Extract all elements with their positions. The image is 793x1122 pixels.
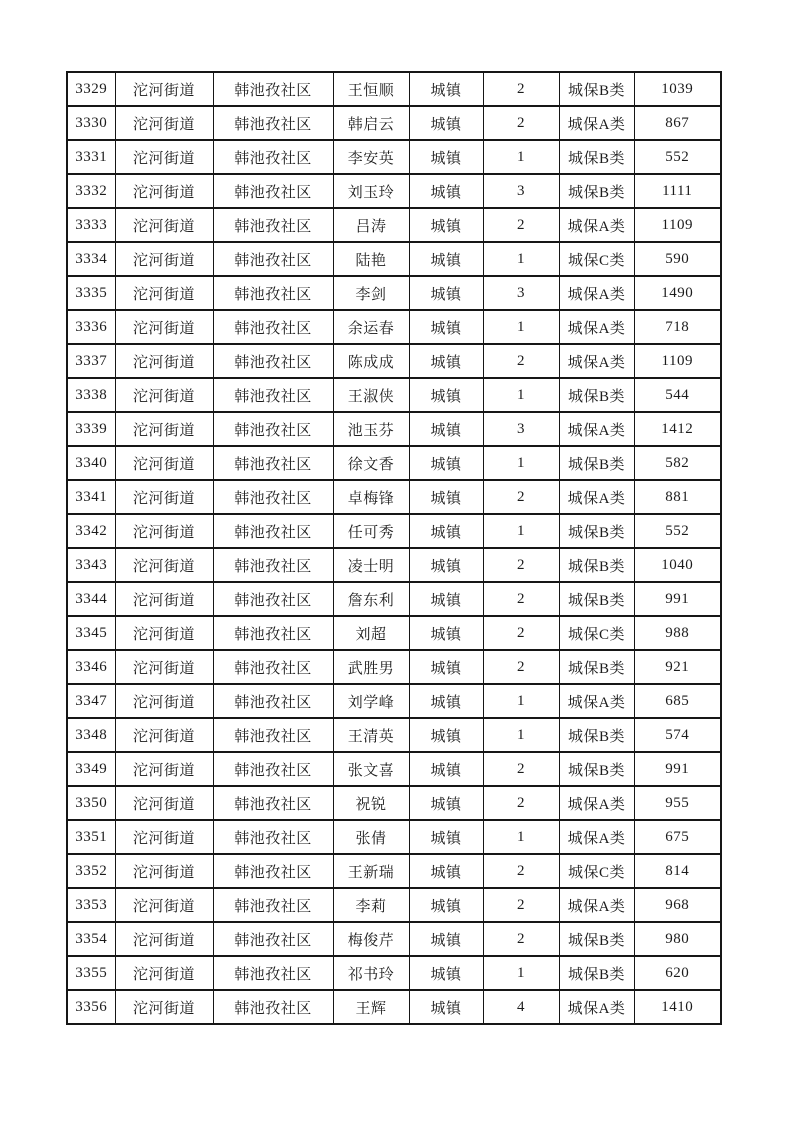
cell-community: 韩池孜社区 (213, 106, 333, 140)
cell-amount: 1111 (634, 174, 721, 208)
cell-amount: 544 (634, 378, 721, 412)
cell-person-name: 陆艳 (333, 242, 409, 276)
cell-residence-type: 城镇 (409, 990, 483, 1024)
cell-amount: 590 (634, 242, 721, 276)
cell-community: 韩池孜社区 (213, 922, 333, 956)
cell-residence-type: 城镇 (409, 650, 483, 684)
cell-serial-number: 3353 (67, 888, 115, 922)
cell-person-count: 2 (483, 72, 559, 106)
cell-serial-number: 3347 (67, 684, 115, 718)
cell-person-count: 1 (483, 956, 559, 990)
cell-residence-type: 城镇 (409, 446, 483, 480)
cell-community: 韩池孜社区 (213, 888, 333, 922)
cell-residence-type: 城镇 (409, 480, 483, 514)
cell-serial-number: 3343 (67, 548, 115, 582)
cell-residence-type: 城镇 (409, 548, 483, 582)
table-row (67, 174, 721, 208)
table-row (67, 786, 721, 820)
cell-person-name: 梅俊芹 (333, 922, 409, 956)
cell-street: 沱河街道 (115, 752, 213, 786)
table-row (67, 480, 721, 514)
cell-person-name: 韩启云 (333, 106, 409, 140)
table-row (67, 72, 721, 106)
cell-amount: 980 (634, 922, 721, 956)
cell-street: 沱河街道 (115, 786, 213, 820)
cell-residence-type: 城镇 (409, 888, 483, 922)
cell-serial-number: 3355 (67, 956, 115, 990)
table-row (67, 208, 721, 242)
cell-serial-number: 3356 (67, 990, 115, 1024)
cell-serial-number: 3330 (67, 106, 115, 140)
cell-insurance-category: 城保C类 (559, 854, 634, 888)
cell-serial-number: 3349 (67, 752, 115, 786)
cell-residence-type: 城镇 (409, 378, 483, 412)
cell-insurance-category: 城保A类 (559, 208, 634, 242)
cell-person-count: 1 (483, 378, 559, 412)
table-row (67, 242, 721, 276)
cell-serial-number: 3340 (67, 446, 115, 480)
cell-person-count: 2 (483, 344, 559, 378)
cell-person-name: 王恒顺 (333, 72, 409, 106)
cell-serial-number: 3329 (67, 72, 115, 106)
cell-serial-number: 3354 (67, 922, 115, 956)
cell-community: 韩池孜社区 (213, 752, 333, 786)
table-row (67, 752, 721, 786)
cell-street: 沱河街道 (115, 718, 213, 752)
cell-amount: 685 (634, 684, 721, 718)
cell-insurance-category: 城保B类 (559, 922, 634, 956)
table-row (67, 412, 721, 446)
cell-person-name: 任可秀 (333, 514, 409, 548)
cell-serial-number: 3338 (67, 378, 115, 412)
cell-amount: 881 (634, 480, 721, 514)
table-row (67, 650, 721, 684)
table-row (67, 378, 721, 412)
cell-insurance-category: 城保B类 (559, 72, 634, 106)
cell-street: 沱河街道 (115, 140, 213, 174)
cell-person-name: 王辉 (333, 990, 409, 1024)
cell-insurance-category: 城保B类 (559, 378, 634, 412)
cell-community: 韩池孜社区 (213, 310, 333, 344)
cell-serial-number: 3352 (67, 854, 115, 888)
cell-street: 沱河街道 (115, 956, 213, 990)
cell-insurance-category: 城保A类 (559, 888, 634, 922)
cell-amount: 1109 (634, 208, 721, 242)
table-row (67, 582, 721, 616)
cell-residence-type: 城镇 (409, 310, 483, 344)
cell-serial-number: 3333 (67, 208, 115, 242)
cell-insurance-category: 城保A类 (559, 344, 634, 378)
table-body (67, 72, 721, 1024)
cell-community: 韩池孜社区 (213, 786, 333, 820)
table-row (67, 344, 721, 378)
resident-subsidy-table (66, 71, 722, 1025)
cell-person-count: 2 (483, 888, 559, 922)
cell-serial-number: 3346 (67, 650, 115, 684)
cell-serial-number: 3331 (67, 140, 115, 174)
cell-amount: 552 (634, 514, 721, 548)
cell-insurance-category: 城保A类 (559, 480, 634, 514)
cell-community: 韩池孜社区 (213, 990, 333, 1024)
cell-person-name: 王清英 (333, 718, 409, 752)
cell-residence-type: 城镇 (409, 174, 483, 208)
cell-amount: 574 (634, 718, 721, 752)
cell-serial-number: 3348 (67, 718, 115, 752)
cell-person-count: 2 (483, 106, 559, 140)
cell-serial-number: 3334 (67, 242, 115, 276)
cell-street: 沱河街道 (115, 548, 213, 582)
cell-insurance-category: 城保C类 (559, 242, 634, 276)
cell-serial-number: 3345 (67, 616, 115, 650)
cell-person-name: 王淑侠 (333, 378, 409, 412)
cell-serial-number: 3336 (67, 310, 115, 344)
cell-serial-number: 3335 (67, 276, 115, 310)
cell-person-count: 1 (483, 242, 559, 276)
cell-insurance-category: 城保A类 (559, 276, 634, 310)
cell-community: 韩池孜社区 (213, 208, 333, 242)
table-row (67, 820, 721, 854)
cell-person-count: 2 (483, 922, 559, 956)
cell-residence-type: 城镇 (409, 242, 483, 276)
cell-street: 沱河街道 (115, 888, 213, 922)
cell-person-count: 2 (483, 650, 559, 684)
cell-insurance-category: 城保C类 (559, 616, 634, 650)
cell-amount: 955 (634, 786, 721, 820)
cell-serial-number: 3332 (67, 174, 115, 208)
table-row (67, 446, 721, 480)
table-row (67, 684, 721, 718)
cell-person-name: 詹东利 (333, 582, 409, 616)
cell-insurance-category: 城保B类 (559, 752, 634, 786)
cell-amount: 968 (634, 888, 721, 922)
cell-residence-type: 城镇 (409, 140, 483, 174)
cell-street: 沱河街道 (115, 344, 213, 378)
cell-person-count: 1 (483, 820, 559, 854)
cell-person-count: 1 (483, 446, 559, 480)
cell-residence-type: 城镇 (409, 514, 483, 548)
cell-street: 沱河街道 (115, 990, 213, 1024)
cell-insurance-category: 城保B类 (559, 548, 634, 582)
cell-person-count: 1 (483, 514, 559, 548)
table-row (67, 106, 721, 140)
cell-person-name: 徐文香 (333, 446, 409, 480)
cell-amount: 675 (634, 820, 721, 854)
cell-person-count: 1 (483, 140, 559, 174)
cell-community: 韩池孜社区 (213, 174, 333, 208)
cell-residence-type: 城镇 (409, 208, 483, 242)
cell-street: 沱河街道 (115, 582, 213, 616)
cell-residence-type: 城镇 (409, 616, 483, 650)
cell-serial-number: 3351 (67, 820, 115, 854)
cell-community: 韩池孜社区 (213, 718, 333, 752)
cell-person-count: 2 (483, 616, 559, 650)
cell-residence-type: 城镇 (409, 718, 483, 752)
cell-street: 沱河街道 (115, 922, 213, 956)
cell-person-name: 池玉芬 (333, 412, 409, 446)
cell-residence-type: 城镇 (409, 344, 483, 378)
cell-person-name: 余运春 (333, 310, 409, 344)
cell-community: 韩池孜社区 (213, 446, 333, 480)
cell-street: 沱河街道 (115, 650, 213, 684)
cell-residence-type: 城镇 (409, 752, 483, 786)
cell-person-name: 李安英 (333, 140, 409, 174)
cell-street: 沱河街道 (115, 378, 213, 412)
cell-community: 韩池孜社区 (213, 956, 333, 990)
cell-residence-type: 城镇 (409, 106, 483, 140)
cell-person-count: 2 (483, 208, 559, 242)
cell-person-name: 刘超 (333, 616, 409, 650)
cell-residence-type: 城镇 (409, 854, 483, 888)
cell-street: 沱河街道 (115, 684, 213, 718)
cell-street: 沱河街道 (115, 446, 213, 480)
cell-amount: 867 (634, 106, 721, 140)
table-row (67, 140, 721, 174)
cell-community: 韩池孜社区 (213, 616, 333, 650)
cell-street: 沱河街道 (115, 106, 213, 140)
cell-amount: 620 (634, 956, 721, 990)
cell-residence-type: 城镇 (409, 922, 483, 956)
table-row (67, 514, 721, 548)
cell-person-name: 李剑 (333, 276, 409, 310)
cell-community: 韩池孜社区 (213, 582, 333, 616)
cell-community: 韩池孜社区 (213, 548, 333, 582)
table-row (67, 990, 721, 1024)
cell-person-name: 张倩 (333, 820, 409, 854)
cell-community: 韩池孜社区 (213, 854, 333, 888)
cell-person-name: 武胜男 (333, 650, 409, 684)
table-row (67, 718, 721, 752)
cell-amount: 1410 (634, 990, 721, 1024)
cell-insurance-category: 城保A类 (559, 786, 634, 820)
cell-person-name: 吕涛 (333, 208, 409, 242)
cell-insurance-category: 城保A类 (559, 990, 634, 1024)
cell-amount: 1109 (634, 344, 721, 378)
cell-residence-type: 城镇 (409, 956, 483, 990)
cell-residence-type: 城镇 (409, 820, 483, 854)
cell-amount: 921 (634, 650, 721, 684)
table-row (67, 548, 721, 582)
cell-insurance-category: 城保A类 (559, 684, 634, 718)
cell-person-name: 刘玉玲 (333, 174, 409, 208)
cell-community: 韩池孜社区 (213, 344, 333, 378)
cell-insurance-category: 城保B类 (559, 718, 634, 752)
cell-amount: 991 (634, 752, 721, 786)
cell-residence-type: 城镇 (409, 582, 483, 616)
cell-person-count: 2 (483, 786, 559, 820)
cell-street: 沱河街道 (115, 854, 213, 888)
cell-person-count: 1 (483, 684, 559, 718)
cell-amount: 814 (634, 854, 721, 888)
cell-person-count: 2 (483, 548, 559, 582)
cell-street: 沱河街道 (115, 310, 213, 344)
cell-serial-number: 3350 (67, 786, 115, 820)
cell-community: 韩池孜社区 (213, 820, 333, 854)
table-row (67, 310, 721, 344)
cell-insurance-category: 城保A类 (559, 106, 634, 140)
cell-community: 韩池孜社区 (213, 480, 333, 514)
cell-insurance-category: 城保A类 (559, 412, 634, 446)
cell-person-count: 2 (483, 480, 559, 514)
cell-person-count: 4 (483, 990, 559, 1024)
cell-amount: 988 (634, 616, 721, 650)
cell-community: 韩池孜社区 (213, 140, 333, 174)
cell-street: 沱河街道 (115, 276, 213, 310)
cell-person-name: 王新瑞 (333, 854, 409, 888)
cell-community: 韩池孜社区 (213, 242, 333, 276)
cell-insurance-category: 城保B类 (559, 956, 634, 990)
cell-person-name: 卓梅锋 (333, 480, 409, 514)
cell-person-count: 1 (483, 718, 559, 752)
table-row (67, 854, 721, 888)
cell-insurance-category: 城保B类 (559, 140, 634, 174)
cell-person-name: 李莉 (333, 888, 409, 922)
cell-person-name: 陈成成 (333, 344, 409, 378)
table-row (67, 616, 721, 650)
cell-street: 沱河街道 (115, 820, 213, 854)
cell-insurance-category: 城保A类 (559, 310, 634, 344)
cell-street: 沱河街道 (115, 480, 213, 514)
cell-person-count: 2 (483, 752, 559, 786)
cell-insurance-category: 城保B类 (559, 650, 634, 684)
cell-insurance-category: 城保A类 (559, 820, 634, 854)
cell-community: 韩池孜社区 (213, 514, 333, 548)
cell-person-name: 祝锐 (333, 786, 409, 820)
cell-street: 沱河街道 (115, 514, 213, 548)
cell-person-count: 3 (483, 276, 559, 310)
cell-insurance-category: 城保B类 (559, 174, 634, 208)
cell-amount: 1040 (634, 548, 721, 582)
cell-community: 韩池孜社区 (213, 684, 333, 718)
cell-person-name: 刘学峰 (333, 684, 409, 718)
cell-person-count: 2 (483, 854, 559, 888)
cell-person-name: 凌士明 (333, 548, 409, 582)
cell-community: 韩池孜社区 (213, 378, 333, 412)
cell-serial-number: 3341 (67, 480, 115, 514)
cell-street: 沱河街道 (115, 616, 213, 650)
cell-serial-number: 3339 (67, 412, 115, 446)
table-row (67, 276, 721, 310)
cell-serial-number: 3337 (67, 344, 115, 378)
cell-street: 沱河街道 (115, 208, 213, 242)
cell-amount: 552 (634, 140, 721, 174)
cell-person-name: 祁书玲 (333, 956, 409, 990)
cell-street: 沱河街道 (115, 242, 213, 276)
cell-insurance-category: 城保B类 (559, 514, 634, 548)
cell-person-count: 1 (483, 310, 559, 344)
cell-street: 沱河街道 (115, 412, 213, 446)
cell-person-count: 3 (483, 412, 559, 446)
table-row (67, 956, 721, 990)
cell-person-name: 张文喜 (333, 752, 409, 786)
cell-residence-type: 城镇 (409, 412, 483, 446)
cell-serial-number: 3342 (67, 514, 115, 548)
cell-community: 韩池孜社区 (213, 276, 333, 310)
cell-amount: 718 (634, 310, 721, 344)
cell-residence-type: 城镇 (409, 786, 483, 820)
cell-street: 沱河街道 (115, 72, 213, 106)
cell-person-count: 3 (483, 174, 559, 208)
cell-residence-type: 城镇 (409, 72, 483, 106)
cell-amount: 1490 (634, 276, 721, 310)
cell-residence-type: 城镇 (409, 684, 483, 718)
cell-residence-type: 城镇 (409, 276, 483, 310)
cell-community: 韩池孜社区 (213, 412, 333, 446)
cell-insurance-category: 城保B类 (559, 446, 634, 480)
table-row (67, 888, 721, 922)
cell-serial-number: 3344 (67, 582, 115, 616)
cell-amount: 1039 (634, 72, 721, 106)
cell-amount: 1412 (634, 412, 721, 446)
cell-community: 韩池孜社区 (213, 72, 333, 106)
cell-amount: 991 (634, 582, 721, 616)
cell-street: 沱河街道 (115, 174, 213, 208)
cell-community: 韩池孜社区 (213, 650, 333, 684)
table-row (67, 922, 721, 956)
cell-amount: 582 (634, 446, 721, 480)
cell-insurance-category: 城保B类 (559, 582, 634, 616)
cell-person-count: 2 (483, 582, 559, 616)
